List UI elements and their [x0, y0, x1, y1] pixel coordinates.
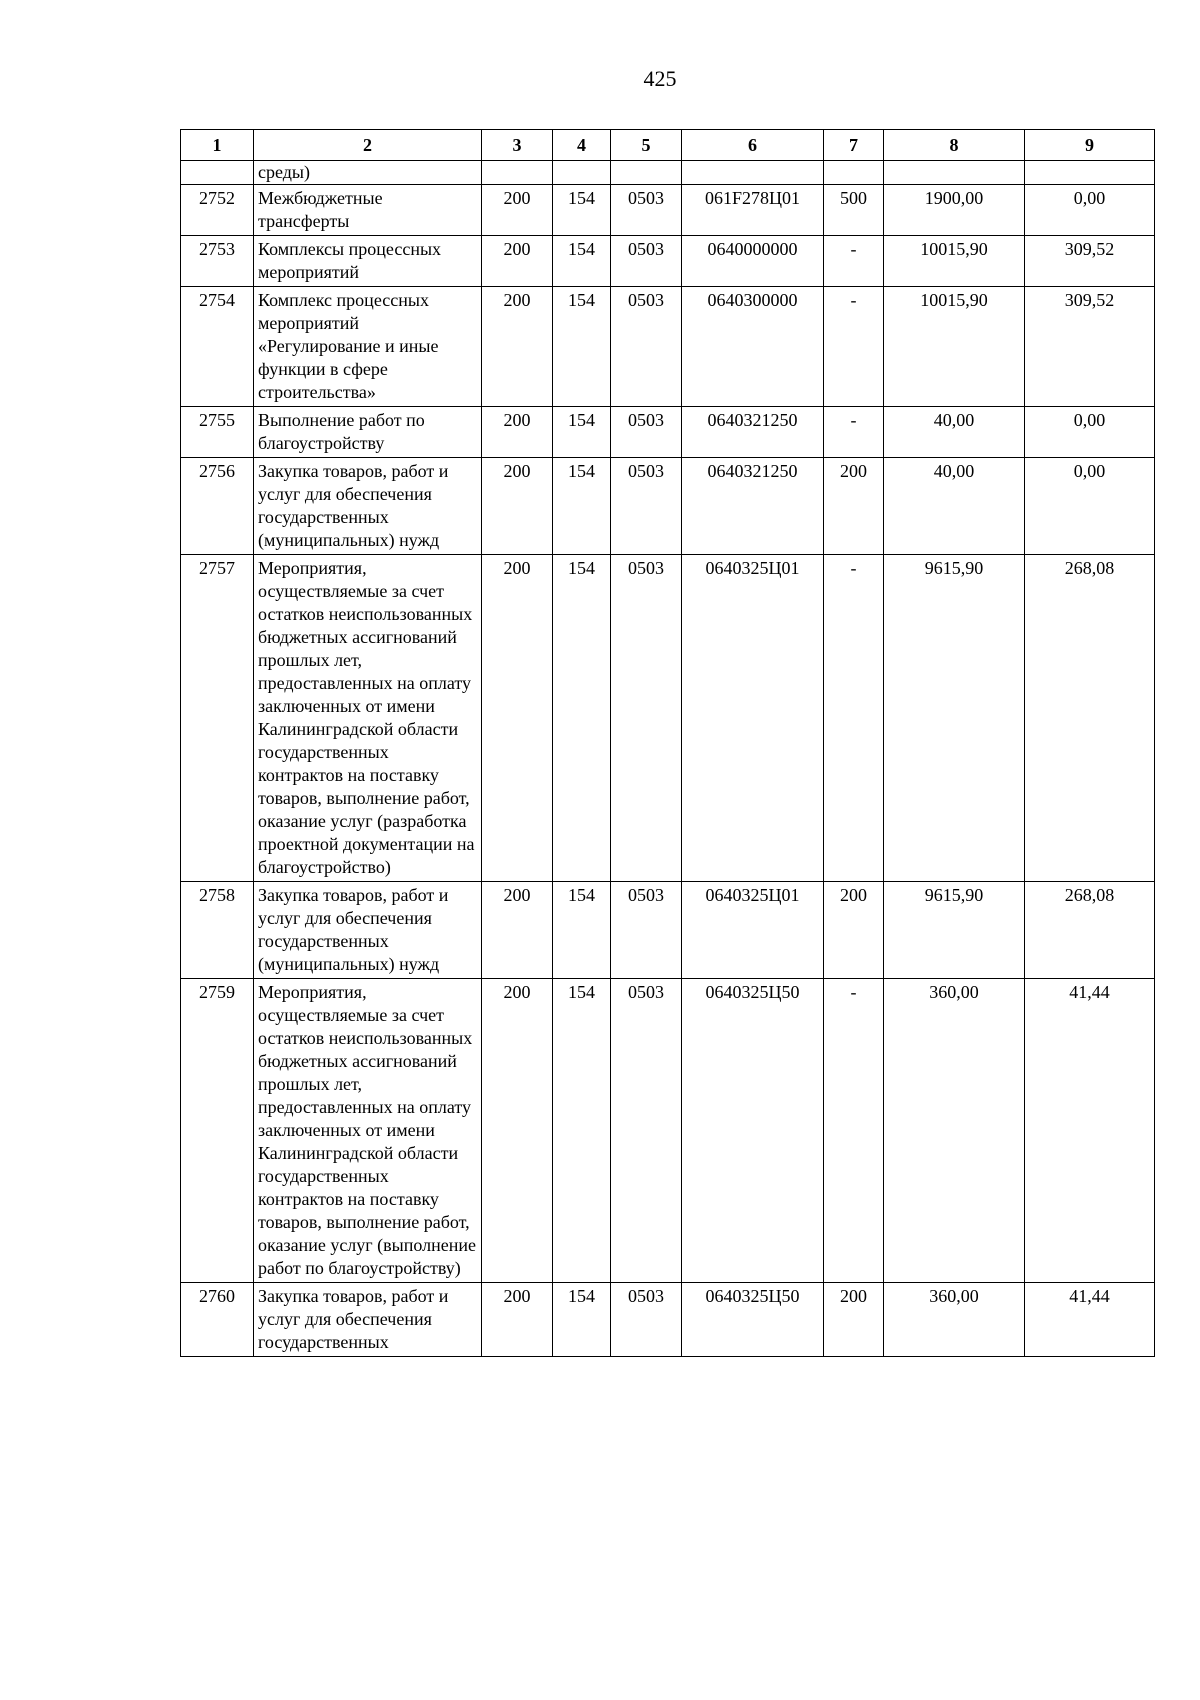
table-row [181, 458, 1155, 555]
amount-col8: 9615,90 [884, 882, 1025, 979]
table-row [181, 1283, 1155, 1357]
code-col3: 200 [482, 458, 553, 555]
code-col5: 0503 [611, 185, 682, 236]
table-row [181, 555, 1155, 882]
table-row [181, 882, 1155, 979]
code-col4: 154 [553, 458, 611, 555]
code-col3: 200 [482, 555, 553, 882]
amount-col9 [1025, 161, 1155, 185]
code-col3: 200 [482, 882, 553, 979]
amount-col9: 309,52 [1025, 236, 1155, 287]
code-col7: - [824, 407, 884, 458]
row-number: 2755 [181, 407, 254, 458]
code-col5: 0503 [611, 458, 682, 555]
page-number: 425 [643, 66, 677, 91]
amount-col8: 40,00 [884, 458, 1025, 555]
item-name: Межбюджетные трансферты [254, 185, 482, 236]
code-col6: 0640321250 [682, 458, 824, 555]
row-number: 2752 [181, 185, 254, 236]
item-name: Выполнение работ по благоустройству [254, 407, 482, 458]
code-col4: 154 [553, 287, 611, 407]
code-col4: 154 [553, 979, 611, 1283]
code-col3: 200 [482, 1283, 553, 1357]
header-row [181, 130, 1155, 161]
amount-col9: 41,44 [1025, 1283, 1155, 1357]
header-cell: 7 [824, 130, 884, 161]
item-name: Закупка товаров, работ и услуг для обеспечения государственных (муниципальных) нужд [254, 458, 482, 555]
code-col3: 200 [482, 287, 553, 407]
item-name: Комплексы процессных мероприятий [254, 236, 482, 287]
amount-col9: 268,08 [1025, 555, 1155, 882]
amount-col8: 360,00 [884, 1283, 1025, 1357]
code-col7 [824, 161, 884, 185]
header-cell: 5 [611, 130, 682, 161]
code-col7: - [824, 555, 884, 882]
item-name: Комплекс процессных мероприятий «Регулирование и иные функции в сфере строительства» [254, 287, 482, 407]
header-cell: 3 [482, 130, 553, 161]
table-row [181, 236, 1155, 287]
code-col7: - [824, 287, 884, 407]
table-row [181, 979, 1155, 1283]
code-col5: 0503 [611, 555, 682, 882]
header-cell: 1 [181, 130, 254, 161]
row-number: 2759 [181, 979, 254, 1283]
code-col6: 0640325Ц01 [682, 555, 824, 882]
code-col6: 061F278Ц01 [682, 185, 824, 236]
code-col4 [553, 161, 611, 185]
code-col5: 0503 [611, 287, 682, 407]
table-row [181, 161, 1155, 185]
amount-col9: 41,44 [1025, 979, 1155, 1283]
item-name: Закупка товаров, работ и услуг для обеспечения государственных (муниципальных) нужд [254, 882, 482, 979]
row-number [181, 161, 254, 185]
amount-col9: 0,00 [1025, 458, 1155, 555]
header-cell: 8 [884, 130, 1025, 161]
code-col4: 154 [553, 882, 611, 979]
header-cell: 2 [254, 130, 482, 161]
header-cell: 6 [682, 130, 824, 161]
code-col5 [611, 161, 682, 185]
budget-table [180, 129, 1155, 1357]
amount-col8: 9615,90 [884, 555, 1025, 882]
table-row [181, 287, 1155, 407]
amount-col8: 1900,00 [884, 185, 1025, 236]
header-cell: 4 [553, 130, 611, 161]
code-col6: 0640300000 [682, 287, 824, 407]
header-cell: 9 [1025, 130, 1155, 161]
item-name: среды) [254, 161, 482, 185]
table-row [181, 185, 1155, 236]
row-number: 2753 [181, 236, 254, 287]
code-col6: 0640000000 [682, 236, 824, 287]
code-col5: 0503 [611, 1283, 682, 1357]
row-number: 2760 [181, 1283, 254, 1357]
code-col4: 154 [553, 555, 611, 882]
code-col6: 0640321250 [682, 407, 824, 458]
item-name: Закупка товаров, работ и услуг для обеспечения государственных [254, 1283, 482, 1357]
code-col5: 0503 [611, 407, 682, 458]
row-number: 2756 [181, 458, 254, 555]
code-col7: 200 [824, 458, 884, 555]
amount-col8: 10015,90 [884, 236, 1025, 287]
amount-col9: 0,00 [1025, 407, 1155, 458]
table-row [181, 407, 1155, 458]
item-name: Мероприятия, осуществляемые за счет остатков неиспользованных бюджетных ассигнований прошлых лет, предоставленных на оплату заключенных от имени Калининградской области государственных контрактов на поставку товаров, выполнение работ, оказание услуг (разработка проектной документации на благоустройство) [254, 555, 482, 882]
amount-col8: 40,00 [884, 407, 1025, 458]
amount-col8: 10015,90 [884, 287, 1025, 407]
code-col6 [682, 161, 824, 185]
code-col4: 154 [553, 1283, 611, 1357]
code-col7: 200 [824, 882, 884, 979]
code-col3: 200 [482, 236, 553, 287]
amount-col9: 0,00 [1025, 185, 1155, 236]
code-col7: - [824, 979, 884, 1283]
amount-col8 [884, 161, 1025, 185]
item-name: Мероприятия, осуществляемые за счет остатков неиспользованных бюджетных ассигнований прошлых лет, предоставленных на оплату заключенных от имени Калининградской области государственных контрактов на поставку товаров, выполнение работ, оказание услуг (выполнение работ по благоустройству) [254, 979, 482, 1283]
code-col3: 200 [482, 185, 553, 236]
code-col4: 154 [553, 185, 611, 236]
code-col7: 500 [824, 185, 884, 236]
code-col4: 154 [553, 236, 611, 287]
code-col6: 0640325Ц01 [682, 882, 824, 979]
code-col3: 200 [482, 407, 553, 458]
row-number: 2754 [181, 287, 254, 407]
amount-col8: 360,00 [884, 979, 1025, 1283]
code-col5: 0503 [611, 236, 682, 287]
code-col6: 0640325Ц50 [682, 1283, 824, 1357]
code-col5: 0503 [611, 882, 682, 979]
code-col4: 154 [553, 407, 611, 458]
row-number: 2758 [181, 882, 254, 979]
code-col7: 200 [824, 1283, 884, 1357]
row-number: 2757 [181, 555, 254, 882]
code-col7: - [824, 236, 884, 287]
code-col5: 0503 [611, 979, 682, 1283]
amount-col9: 309,52 [1025, 287, 1155, 407]
code-col3 [482, 161, 553, 185]
amount-col9: 268,08 [1025, 882, 1155, 979]
code-col3: 200 [482, 979, 553, 1283]
code-col6: 0640325Ц50 [682, 979, 824, 1283]
